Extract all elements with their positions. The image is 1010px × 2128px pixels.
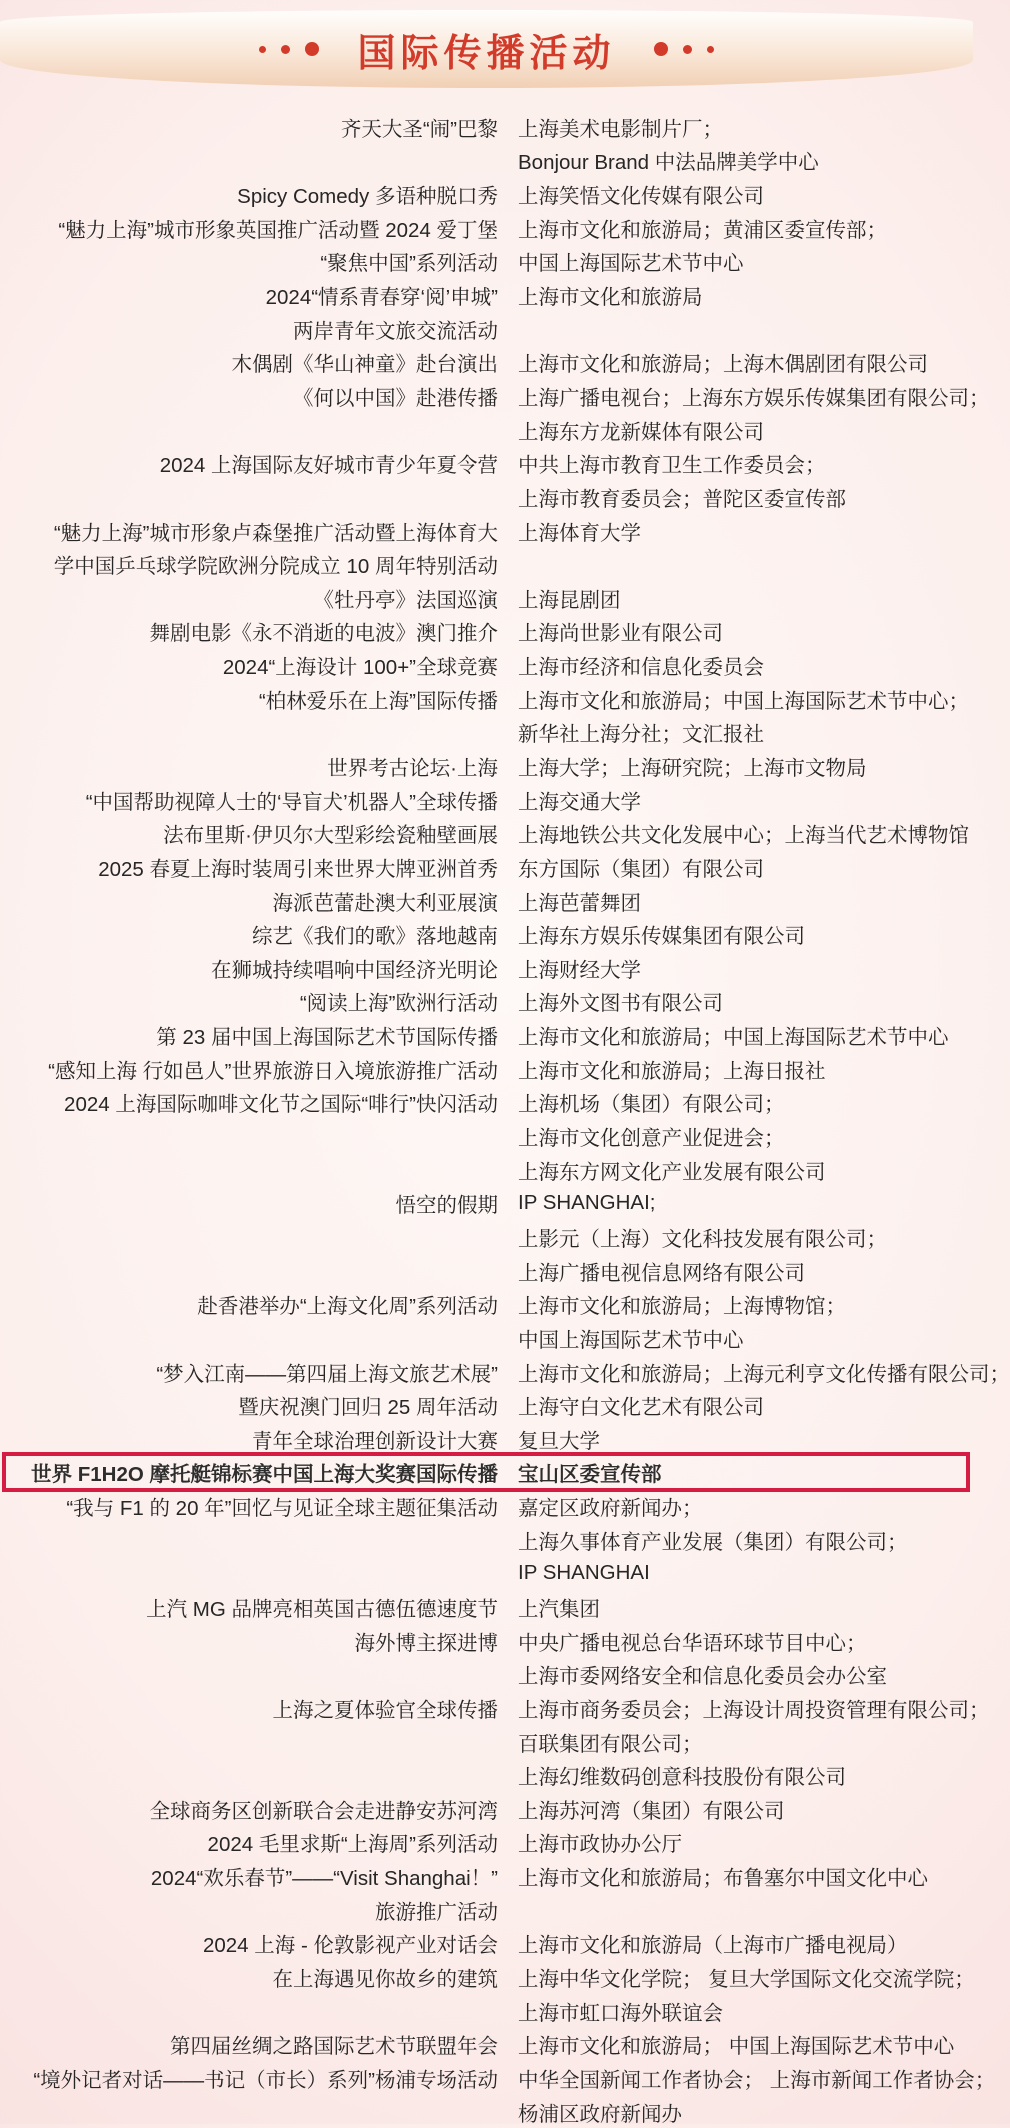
organizer-name: 上海昆剧团 [518,588,621,612]
activity-name: “柏林爱乐在上海”国际传播 [258,689,498,713]
organizer-name: 上海大学；上海研究院；上海市文物局 [518,756,867,780]
activity-name: 齐天大圣“闹”巴黎 [340,117,498,141]
table-row [0,312,973,346]
organizer-name: 上海广播电视信息网络有限公司 [518,1261,805,1285]
organizer-name: 中共上海市教育卫生工作委员会； [518,454,826,478]
table-row [0,1220,973,1254]
table-row [0,1187,973,1221]
activity-name: 旅游推广活动 [375,1900,498,1924]
table-row [0,1321,973,1355]
organizer-name: 上海市虹口海外联谊会 [518,2001,723,2025]
page [0,10,1010,2126]
organizer-name: 上海市文化和旅游局；上海木偶剧团有限公司 [518,353,928,377]
table-row [0,177,973,211]
organizer-name: 上海久事体育产业发展（集团）有限公司； [518,1530,908,1554]
activity-name: 2024 毛里求斯“上海周”系列活动 [207,1833,498,1857]
table-row [0,413,973,447]
table-row [0,1624,973,1658]
table-row [0,648,973,682]
dot-icon [707,46,714,53]
organizer-name: 上海市文化和旅游局；中国上海国际艺术节中心； [518,689,969,713]
organizer-name: 上海市文化和旅游局（上海市广播电视局） [518,1934,908,1958]
table-row [0,850,973,884]
organizer-name: 上海市商务委员会；上海设计周投资管理有限公司； [518,1698,990,1722]
table-row [0,1254,973,1288]
activity-table [0,110,1010,2128]
activity-name: 学中国乒乓球学院欧洲分院成立 10 周年特别活动 [53,555,498,579]
organizer-name: 上汽集团 [518,1598,600,1621]
organizer-name: 上海东方娱乐传媒集团有限公司 [518,925,805,949]
organizer-name: 中国上海国际艺术节中心 [518,252,744,276]
organizer-name: 百联集团有限公司； [518,1732,703,1756]
activity-name: 赴香港举办“上海文化周”系列活动 [197,1295,498,1319]
organizer-name: 上海中华文化学院； 复旦大学国际文化交流学院； [518,1968,975,1992]
organizer-name: 上海财经大学 [518,958,641,982]
table-row [0,1725,973,1759]
activity-name: “聚焦中国”系列活动 [320,252,498,276]
organizer-name: 上海市文化创意产业促进会； [518,1127,785,1151]
organizer-name: 上海芭蕾舞团 [518,891,641,915]
organizer-name: 上海市经济和信息化委员会 [518,656,764,680]
organizer-name: 上海体育大学 [518,521,641,545]
organizer-name: 中国上海国际艺术节中心 [518,1328,744,1352]
activity-name: “感知上海 行如邑人”世界旅游日入境旅游推广活动 [48,1059,498,1083]
activity-name: “魅力上海”城市形象卢森堡推广活动暨上海体育大 [53,521,498,545]
activity-name: 全球商务区创新联合会走进静安苏河湾 [149,1799,498,1823]
table-row [0,1994,973,2028]
organizer-name: 上海市教育委员会；普陀区委宣传部 [518,487,846,511]
table-row [0,1153,973,1187]
table-row [0,1119,973,1153]
table-row [0,1523,973,1557]
activity-name: 2024“上海设计 100+”全球竞赛 [222,656,498,680]
table-row [0,446,973,480]
activity-name: 两岸青年文旅交流活动 [293,319,498,343]
table-row [0,1657,973,1691]
activity-name: 世界 F1H2O 摩托艇锦标赛中国上海大奖赛国际传播 [31,1463,498,1487]
organizer-name: 上海市政协办公厅 [518,1833,682,1857]
table-row [0,1758,973,1792]
table-row [0,1960,973,1994]
activity-name: 青年全球治理创新设计大赛 [252,1429,498,1453]
table-row [0,1287,973,1321]
table-row [0,1792,973,1826]
activity-name: 2025 春夏上海时装周引来世界大牌亚洲首秀 [98,857,498,881]
organizer-name: 上海苏河湾（集团）有限公司 [518,1799,785,1823]
table-row [0,682,973,716]
activity-name: 舞剧电影《永不消逝的电波》澳门推介 [149,622,498,646]
organizer-name: 上海市文化和旅游局；黄浦区委宣传部； [518,218,887,242]
activity-name: 在狮城持续唱响中国经济光明论 [211,958,498,982]
organizer-name: 上海市文化和旅游局；中国上海国际艺术节中心 [518,1026,949,1050]
activity-name: 上海之夏体验官全球传播 [272,1698,498,1722]
table-row [0,211,973,245]
table-row [0,581,973,615]
table-row [0,2095,973,2128]
table-row [0,2028,973,2062]
table-row [0,2061,996,2095]
organizer-name: 上海市文化和旅游局；上海元利亨文化传播有限公司； [518,1362,1010,1386]
organizer-name: 上海市文化和旅游局；布鲁塞尔中国文化中心 [518,1867,928,1891]
table-row [0,278,973,312]
activity-name: 暨庆祝澳门回归 25 周年活动 [238,1396,498,1420]
table-row [0,480,973,514]
table-row [0,144,973,178]
table-row [0,1826,973,1860]
table-row [0,1927,973,1961]
table-row [0,1859,973,1893]
activity-name: “中国帮助视障人士的‘导盲犬’机器人”全球传播 [85,790,498,814]
dot-icon [259,46,266,53]
activity-name: 世界考古论坛·上海 [327,756,498,780]
organizer-name: 上影元（上海）文化科技发展有限公司； [518,1227,887,1251]
organizer-name: 上海东方网文化产业发展有限公司 [518,1160,826,1184]
table-row [0,917,973,951]
organizer-name: 上海市文化和旅游局； 中国上海国际艺术节中心 [518,2035,955,2059]
table-row [0,345,973,379]
activity-name: 2024 上海国际咖啡文化节之国际“啡行”快闪活动 [64,1093,498,1117]
activity-name: Spicy Comedy 多语种脱口秀 [237,185,498,209]
organizer-name: 上海交通大学 [518,790,641,814]
organizer-name: 杨浦区政府新闻办 [518,2102,682,2126]
table-row [0,615,973,649]
table-row [0,749,973,783]
organizer-name: 新华社上海分社；文汇报社 [518,723,764,747]
organizer-name: 上海市文化和旅游局 [518,286,703,310]
organizer-name: IP SHANGHAI [518,1561,650,1585]
table-row [0,783,973,817]
activity-name: 第四届丝绸之路国际艺术节联盟年会 [170,2035,498,2059]
table-row [0,1052,973,1086]
table-row [0,1590,973,1624]
table-row [0,1557,973,1591]
activity-name: “我与 F1 的 20 年”回忆与见证全球主题征集活动 [66,1497,498,1521]
organizer-name: Bonjour Brand 中法品牌美学中心 [518,151,819,175]
organizer-name: 宝山区委宣传部 [518,1463,662,1487]
title-dots-right [654,42,714,56]
organizer-name: 中华全国新闻工作者协会； 上海市新闻工作者协会； [518,2068,996,2092]
organizer-name: 上海笑悟文化传媒有限公司 [518,185,764,209]
activity-name: “梦入江南——第四届上海文旅艺术展” [156,1362,498,1386]
organizer-name: 上海机场（集团）有限公司； [518,1093,785,1117]
page-title: 国际传播活动 [357,32,616,75]
organizer-name: 上海美术电影制片厂； [518,117,723,141]
table-row [0,1489,973,1523]
activity-name: “魅力上海”城市形象英国推广活动暨 2024 爱丁堡 [58,218,498,242]
organizer-name: 上海外文图书有限公司 [518,992,723,1016]
activity-name: 上汽 MG 品牌亮相英国古德伍德速度节 [146,1598,498,1621]
table-row [0,1893,973,1927]
activity-name: “阅读上海”欧洲行活动 [299,992,498,1016]
organizer-name: 上海东方龙新媒体有限公司 [518,420,764,444]
dot-icon [683,45,692,54]
table-row [0,1018,973,1052]
activity-name: 在上海遇见你故乡的建筑 [272,1968,498,1992]
activity-name: 悟空的假期 [395,1194,498,1218]
activity-name: 海派芭蕾赴澳大利亚展演 [272,891,498,915]
organizer-name: 上海广播电视台；上海东方娱乐传媒集团有限公司； [518,386,990,410]
dot-icon [281,45,290,54]
organizer-name: 上海地铁公共文化发展中心；上海当代艺术博物馆 [518,824,969,848]
organizer-name: 上海守白文化艺术有限公司 [518,1396,764,1420]
table-row [0,379,990,413]
table-row [0,1388,973,1422]
dot-icon [305,42,319,56]
header-banner [0,10,973,88]
activity-name: 2024 上海国际友好城市青少年夏令营 [159,454,498,478]
table-row [0,816,973,850]
activity-name: 综艺《我们的歌》落地越南 [252,925,498,949]
table-row [0,1691,990,1725]
organizer-name: 上海市文化和旅游局；上海博物馆； [518,1295,846,1319]
organizer-name: 上海市文化和旅游局；上海日报社 [518,1059,826,1083]
table-row [0,245,973,279]
table-row [0,1086,973,1120]
activity-name: 2024“欢乐春节”——“Visit Shanghai！” [150,1867,498,1891]
table-row [0,110,973,144]
organizer-name: 嘉定区政府新闻办； [518,1497,703,1521]
table-row [0,884,973,918]
table-row [0,1355,1010,1389]
activity-name: 《牡丹亭》法国巡演 [313,588,498,612]
organizer-name: 东方国际（集团）有限公司 [518,857,764,881]
table-row [0,547,973,581]
table-row [0,1422,973,1456]
organizer-name: IP SHANGHAI; [518,1191,656,1215]
highlighted-row [0,1456,973,1490]
organizer-name: 上海市委网络安全和信息化委员会办公室 [518,1665,887,1689]
title-dots-left [259,42,319,56]
organizer-name: 上海尚世影业有限公司 [518,622,723,646]
activity-name: 《何以中国》赴港传播 [293,386,498,410]
organizer-name: 中央广播电视总台华语环球节目中心； [518,1631,867,1655]
activity-name: 2024 上海 - 伦敦影视产业对话会 [202,1934,498,1958]
activity-name: 法布里斯·伊贝尔大型彩绘瓷釉壁画展 [163,824,498,848]
activity-name: 2024“情系青春穿‘阅’申城” [265,286,498,310]
activity-name: “境外记者对话——书记（市长）系列”杨浦专场活动 [33,2068,498,2092]
dot-icon [654,42,668,56]
activity-name: 第 23 届中国上海国际艺术节国际传播 [156,1026,498,1050]
activity-name: 木偶剧《华山神童》赴台演出 [231,353,498,377]
table-row [0,716,973,750]
activity-name: 海外博主探进博 [354,1631,498,1655]
table-row [0,951,973,985]
table-row [0,985,973,1019]
organizer-name: 复旦大学 [518,1429,600,1453]
organizer-name: 上海幻维数码创意科技股份有限公司 [518,1766,846,1790]
table-row [0,514,973,548]
